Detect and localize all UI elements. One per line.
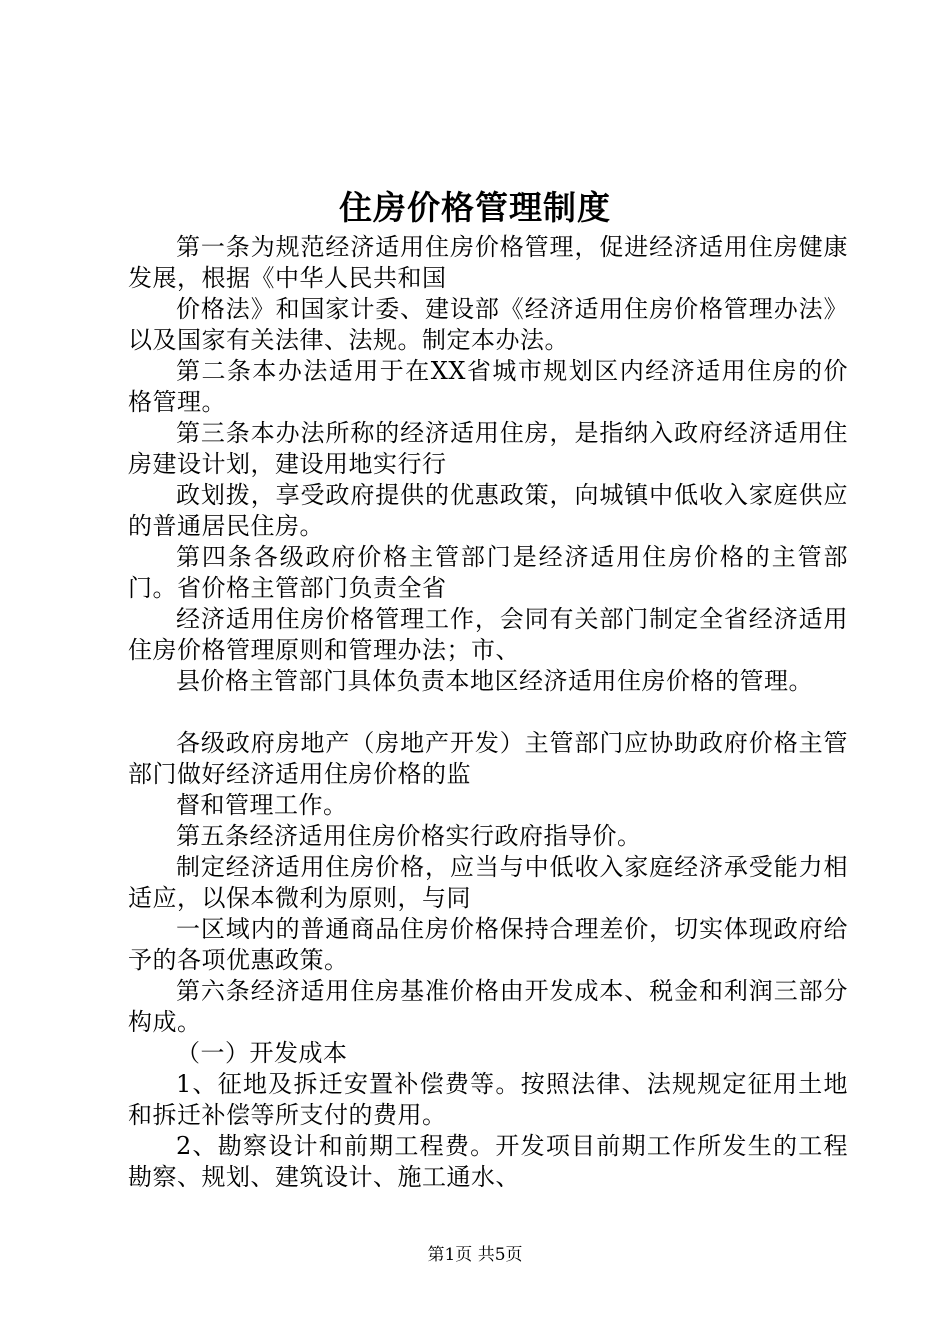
document-title: 住房价格管理制度 <box>339 188 611 227</box>
paragraph: 经济适用住房价格管理工作，会同有关部门制定全省经济适用住房价格管理原则和管理办法；市、 <box>128 605 848 664</box>
paragraph: 第六条经济适用住房基准价格由开发成本、税金和利润三部分构成。 <box>128 977 848 1036</box>
paragraph: 价格法》和国家计委、建设部《经济适用住房价格管理办法》以及国家有关法律、法规。制定本办法。 <box>128 295 848 354</box>
paragraph: 第五条经济适用住房价格实行政府指导价。 <box>176 822 642 850</box>
paragraph: 第二条本办法适用于在XX省城市规划区内经济适用住房的价格管理。 <box>128 357 848 416</box>
paragraph: 督和管理工作。 <box>176 791 348 819</box>
paragraph: 县价格主管部门具体负责本地区经济适用住房价格的管理。 <box>176 667 813 695</box>
paragraph: 一区域内的普通商品住房价格保持合理差价，切实体现政府给予的各项优惠政策。 <box>128 915 848 974</box>
paragraph: 各级政府房地产（房地产开发）主管部门应协助政府价格主管部门做好经济适用住房价格的监 <box>128 729 848 788</box>
paragraph: 第一条为规范经济适用住房价格管理，促进经济适用住房健康发展，根据《中华人民共和国 <box>128 233 848 292</box>
paragraph: （一）开发成本 <box>176 1039 348 1067</box>
paragraph: 2、勘察设计和前期工程费。开发项目前期工作所发生的工程勘察、规划、建筑设计、施工通水、 <box>128 1132 848 1191</box>
paragraph: 第三条本办法所称的经济适用住房，是指纳入政府经济适用住房建设计划，建设用地实行行 <box>128 419 848 478</box>
paragraph: 第四条各级政府价格主管部门是经济适用住房价格的主管部门。省价格主管部门负责全省 <box>128 543 848 602</box>
document-body <box>128 232 848 1193</box>
paragraph: 政划拨，享受政府提供的优惠政策，向城镇中低收入家庭供应的普通居民住房。 <box>128 481 848 540</box>
paragraph: 制定经济适用住房价格，应当与中低收入家庭经济承受能力相适应，以保本微利为原则，与同 <box>128 853 848 912</box>
paragraph: 1、征地及拆迁安置补偿费等。按照法律、法规规定征用土地和拆迁补偿等所支付的费用。 <box>128 1070 848 1129</box>
page-number-footer: 第1页 共5页 <box>427 1245 523 1265</box>
